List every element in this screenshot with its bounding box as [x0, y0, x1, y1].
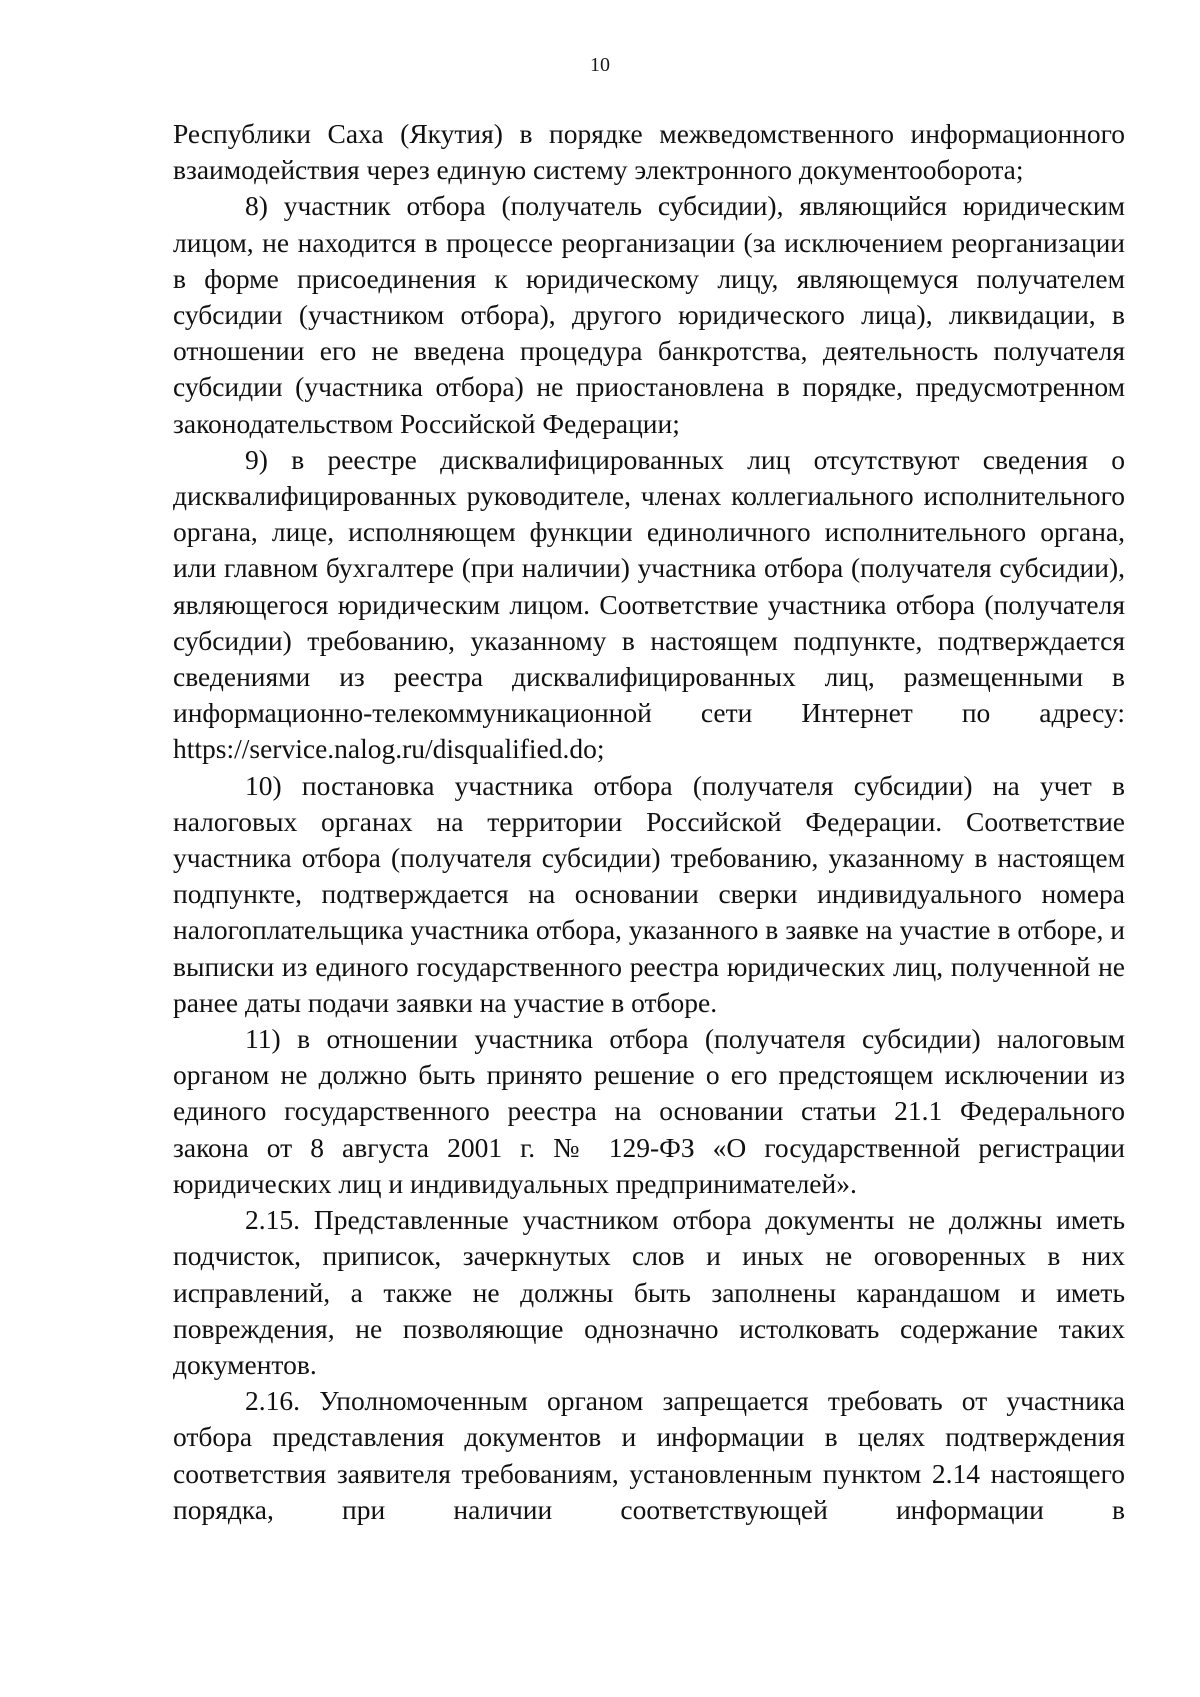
paragraph-item-8: 8) участник отбора (получатель субсидии), являющийся юридическим лицом, не находится в процессе реорганизации (за исключением реорганизации в форме присоединения к юридическому лицу, являющемуся получателем субсидии (участником отбора), другого юридического лица), ликвидации, в отношении его не введена процедура банкротства, деятельность получателя субсидии (участника отбора) не приостановлена в порядке, предусмотренном законодательством Российской Федерации;	[173, 190, 1125, 439]
paragraph-item-9: 9) в реестре дисквалифицированных лиц отсутствуют сведения о дисквалифицированных руководителе, членах коллегиального исполнительного органа, лице, исполняющем функции единоличного исполнительного органа, или главном бухгалтере (при наличии) участника отбора (получателя субсидии), являющегося юридическим лицом. Соответствие участника отбора (получателя субсидии) требованию, указанному в настоящем подпункте, подтверждается сведениями из реестра дисквалифицированных лиц, размещенными в информационно-телекоммуникационной сети Интернет по адресу: https://service.nalog.ru/disqualified.do;	[173, 443, 1125, 765]
paragraph-2-16: 2.16. Уполномоченным органом запрещается требовать от участника отбора представления документов и информации в целях подтверждения соответствия заявителя требованиям, установленным пунктом 2.14 настоящего порядка, при наличии соответствующей информации в	[173, 1385, 1125, 1525]
page-number: 10	[590, 54, 610, 76]
paragraph-item-11: 11) в отношении участника отбора (получателя субсидии) налоговым органом не должно быть принято решение о его предстоящем исключении из единого государственного реестра на основании статьи 21.1 Федерального закона от 8 августа 2001 г. № 129-ФЗ «О государственной регистрации юридических лиц и индивидуальных предпринимателей».	[173, 1023, 1125, 1199]
paragraph-item-10: 10) постановка участника отбора (получателя субсидии) на учет в налоговых органах на территории Российской Федерации. Соответствие участника отбора (получателя субсидии) требованию, указанному в настоящем подпункте, подтверждается на основании сверки индивидуального номера налогоплательщика участника отбора, указанного в заявке на участие в отборе, и выписки из единого государственного реестра юридических лиц, полученной не ранее даты подачи заявки на участие в отборе.	[173, 769, 1125, 1018]
document-body	[173, 116, 1125, 1528]
paragraph-2-15: 2.15. Представленные участником отбора документы не должны иметь подчисток, приписок, зачеркнутых слов и иных не оговоренных в них исправлений, а также не должны быть заполнены карандашом и иметь повреждения, не позволяющие однозначно истолковать содержание таких документов.	[173, 1204, 1125, 1380]
paragraph-continuation: Республики Саха (Якутия) в порядке межведомственного информационного взаимодействия через единую систему электронного документооборота;	[173, 118, 1125, 186]
